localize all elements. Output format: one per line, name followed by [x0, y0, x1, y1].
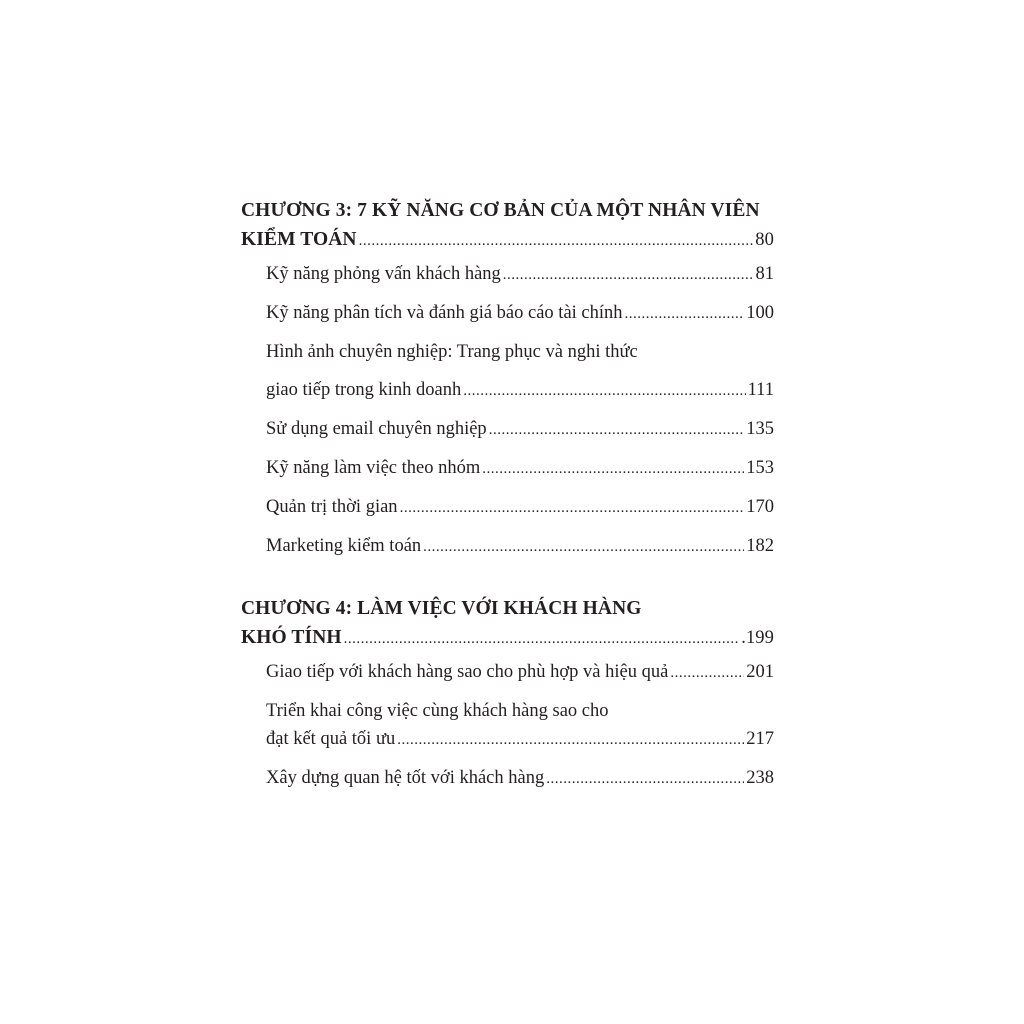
chapter-3-heading — [241, 196, 774, 255]
table-of-contents — [241, 196, 774, 798]
chapter-4-heading — [241, 594, 774, 653]
chapter-title-line1: CHƯƠNG 4: LÀM VIỆC VỚI KHÁCH HÀNG — [241, 598, 642, 619]
chapter-spacer — [241, 566, 774, 594]
page-number: 170 — [746, 497, 774, 517]
page-number: 80 — [755, 230, 774, 250]
entry-title: Quản trị thời gian — [266, 497, 398, 517]
page-number: 201 — [746, 662, 774, 682]
entry-title: Kỹ năng phân tích và đánh giá báo cáo tài chính — [266, 303, 623, 323]
entry-title: Kỹ năng làm việc theo nhóm — [266, 458, 481, 478]
toc-entry — [241, 759, 774, 798]
toc-entry — [241, 410, 774, 449]
page-number: 81 — [755, 264, 774, 284]
dot-leader — [344, 625, 740, 653]
page-number: .199 — [741, 628, 774, 648]
dot-leader — [546, 760, 744, 798]
dot-leader — [463, 372, 745, 410]
chapter-title-line2: KIỂM TOÁN — [241, 229, 357, 250]
page-number: 153 — [746, 458, 774, 478]
page-number: 135 — [746, 419, 774, 439]
toc-entry — [241, 294, 774, 333]
dot-leader — [503, 256, 754, 294]
toc-entry — [241, 653, 774, 692]
entry-title-line2: giao tiếp trong kinh doanh — [266, 380, 462, 400]
page-number: 182 — [746, 536, 774, 556]
entry-title-line1: Triển khai công việc cùng khách hàng sao cho — [266, 701, 609, 721]
toc-entry — [241, 697, 774, 754]
dot-leader — [482, 450, 744, 488]
entry-title: Marketing kiểm toán — [266, 536, 422, 556]
entry-title-line1: Hình ảnh chuyên nghiệp: Trang phục và nghi thức — [266, 342, 638, 362]
chapter-title-line1: CHƯƠNG 3: 7 KỸ NĂNG CƠ BẢN CỦA MỘT NHÂN VIÊN — [241, 200, 760, 221]
dot-leader — [400, 489, 745, 527]
page-number: 111 — [747, 380, 774, 400]
chapter-title-line2: KHÓ TÍNH — [241, 627, 342, 648]
chapter-title-row — [241, 226, 774, 255]
entry-title-line2: đạt kết quả tối ưu — [266, 729, 396, 749]
entry-title: Kỹ năng phỏng vấn khách hàng — [266, 264, 501, 284]
page-number: 217 — [746, 729, 774, 749]
toc-entry — [241, 488, 774, 527]
dot-leader — [423, 528, 744, 566]
dot-leader — [489, 411, 745, 449]
toc-entry — [241, 255, 774, 294]
dot-leader — [397, 726, 744, 754]
dot-leader — [625, 295, 745, 333]
entry-title: Xây dựng quan hệ tốt với khách hàng — [266, 768, 545, 788]
toc-entry — [241, 449, 774, 488]
chapter-title-row — [241, 624, 774, 653]
page-number: 100 — [746, 303, 774, 323]
toc-entry — [241, 333, 774, 410]
dot-leader — [670, 654, 744, 692]
dot-leader — [359, 227, 754, 255]
page-number: 238 — [746, 768, 774, 788]
entry-title: Giao tiếp với khách hàng sao cho phù hợp và hiệu quả — [266, 662, 669, 682]
entry-title: Sử dụng email chuyên nghiệp — [266, 419, 487, 439]
toc-entry — [241, 527, 774, 566]
